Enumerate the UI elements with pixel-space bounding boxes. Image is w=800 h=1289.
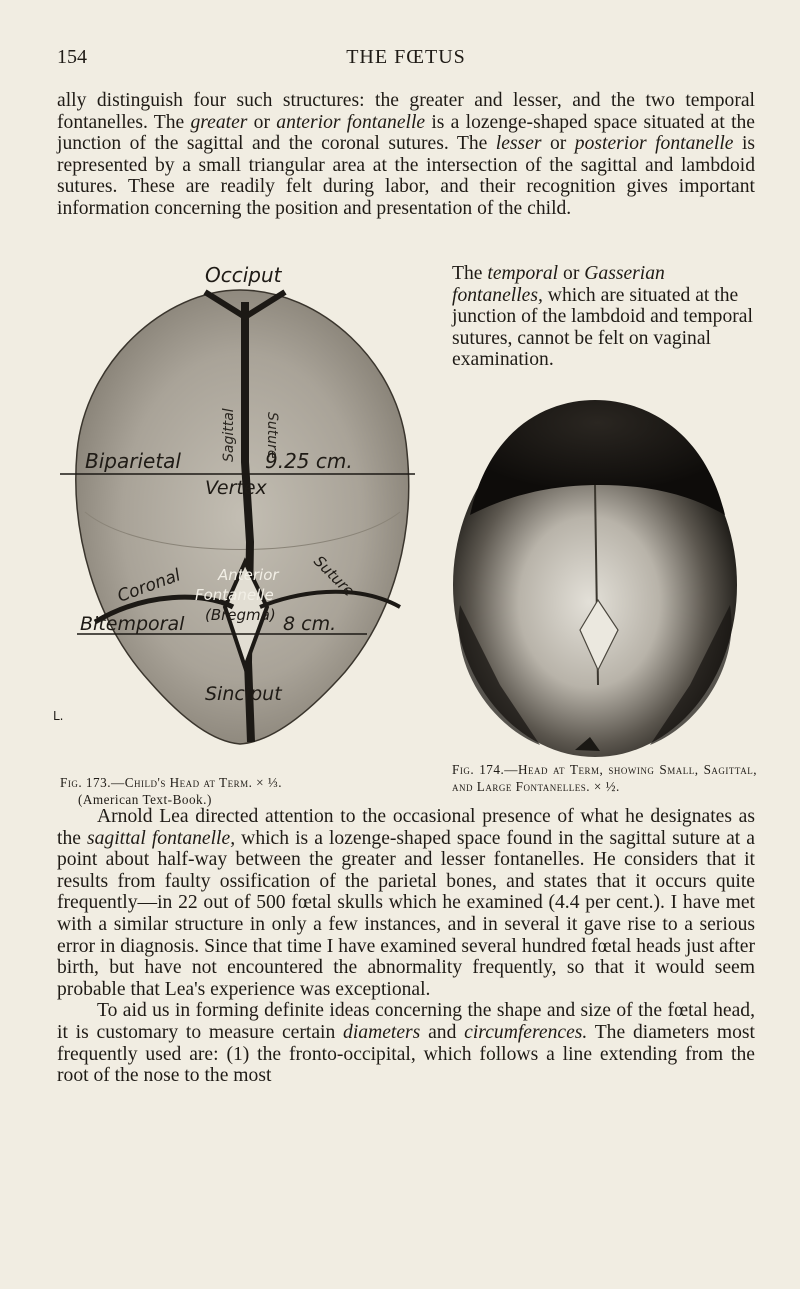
italic-term-1: sagittal fontanelle, <box>87 827 236 849</box>
figure-173-caption <box>60 775 420 808</box>
figure-174-photograph <box>430 385 770 765</box>
text-run-0: To aid us in forming definite ideas concerning the shape and size of the fœtal head, it is customary to measure certain <box>57 1000 755 1043</box>
text-run-2: which is a lozenge-shaped space found in the sagittal suture at a point about half-way between the greater and lesser fontanelles. He considers that it results from faulty ossification of the parietal bones, and states that it occurs quite frequently—in 22 out of 500 fœtal skulls which he examined (4.4 per cent.). I have met with a similar structure in only a few instances, and in several it gave rise to a serious error in diagnosis. Since that time I have examined several hundred fœtal heads just after birth, but have not encountered the abnormality frequently, so that it would seem probable that Lea's experience was exceptional. <box>57 827 755 1000</box>
text-run-8: is represented by a small triangular area at the intersection of the sagittal and lambdoid sutures. These are readily felt during labor, and their recognition gives important information concerning the position and presentation of the child. <box>57 133 756 219</box>
italic-term-3: Gasserian fontanelles, <box>452 263 665 306</box>
label-bregma: (Bregma) <box>205 606 276 624</box>
text-run-0: ally distinguish four such structures: the greater and lesser, and the two temporal fontanelles. The <box>57 90 755 133</box>
italic-term-1: greater <box>190 111 248 133</box>
paragraph-4-text <box>57 1000 755 1086</box>
text-run-2: or <box>558 263 585 284</box>
label-vertex: Vertex <box>205 477 267 499</box>
figure-174-caption: Fig. 174.—Head at Term, showing Small, Sagittal, and Large Fontanelles. × ½. <box>452 762 757 794</box>
italic-term-3: circumferences. <box>464 1021 588 1043</box>
text-run-4: The diameters most frequently used are: (1) the fronto-occipital, which follows a line extending from the root of the nose to the most <box>57 1021 755 1087</box>
label-corner-mark: L. <box>53 709 64 723</box>
italic-term-3: anterior fontanelle <box>276 111 426 133</box>
paragraph-3-text <box>57 806 755 1000</box>
label-sagittal: Sagittal <box>221 408 237 462</box>
text-run-4: which are situated at the junction of the lambdoid and temporal sutures, cannot be felt on vaginal examination. <box>452 284 753 371</box>
label-biparietal-measure: 9.25 cm. <box>265 449 353 473</box>
text-run-6: or <box>541 133 575 155</box>
label-fontanelle: Fontanelle <box>195 586 274 604</box>
label-bitemporal: Bitemporal <box>80 613 185 635</box>
label-occiput: Occiput <box>205 263 282 287</box>
italic-term-7: posterior fontanelle <box>574 133 734 155</box>
text-run-4: is a lozenge-shaped space situated at the junction of the sagittal and the coronal sutures. The <box>57 111 756 155</box>
label-suture: Suture <box>264 412 280 459</box>
label-anterior: Anterior <box>218 566 279 584</box>
text-run-0: The <box>452 263 488 284</box>
figure-173-caption-line1: Fig. 173.—Child's Head at Term. × ⅓. <box>60 775 283 790</box>
text-run-2: and <box>420 1021 465 1043</box>
italic-term-1: temporal <box>487 263 559 284</box>
paragraph-sagittal-fontanelle <box>57 806 755 1087</box>
running-title: THE FŒTUS <box>346 46 466 68</box>
label-bitemporal-measure: 8 cm. <box>283 613 337 635</box>
figure-173-diagram <box>55 262 425 762</box>
label-suture-right: Suture <box>310 552 359 601</box>
paragraph-temporal-fontanelles <box>452 263 755 371</box>
label-coronal: Coronal <box>114 565 184 607</box>
label-biparietal: Biparietal <box>85 449 181 473</box>
italic-term-5: lesser <box>495 133 542 155</box>
label-sinciput: Sinciput <box>205 683 282 705</box>
page-number: 154 <box>57 46 87 68</box>
text-run-0: Arnold Lea directed attention to the occasional presence of what he designates as the <box>57 806 755 849</box>
page-header <box>57 46 755 76</box>
figure-173-caption-line2: (American Text-Book.) <box>78 791 212 807</box>
italic-term-1: diameters <box>343 1021 421 1043</box>
paragraph-fontanelles <box>57 90 755 220</box>
text-run-2: or <box>247 111 277 133</box>
